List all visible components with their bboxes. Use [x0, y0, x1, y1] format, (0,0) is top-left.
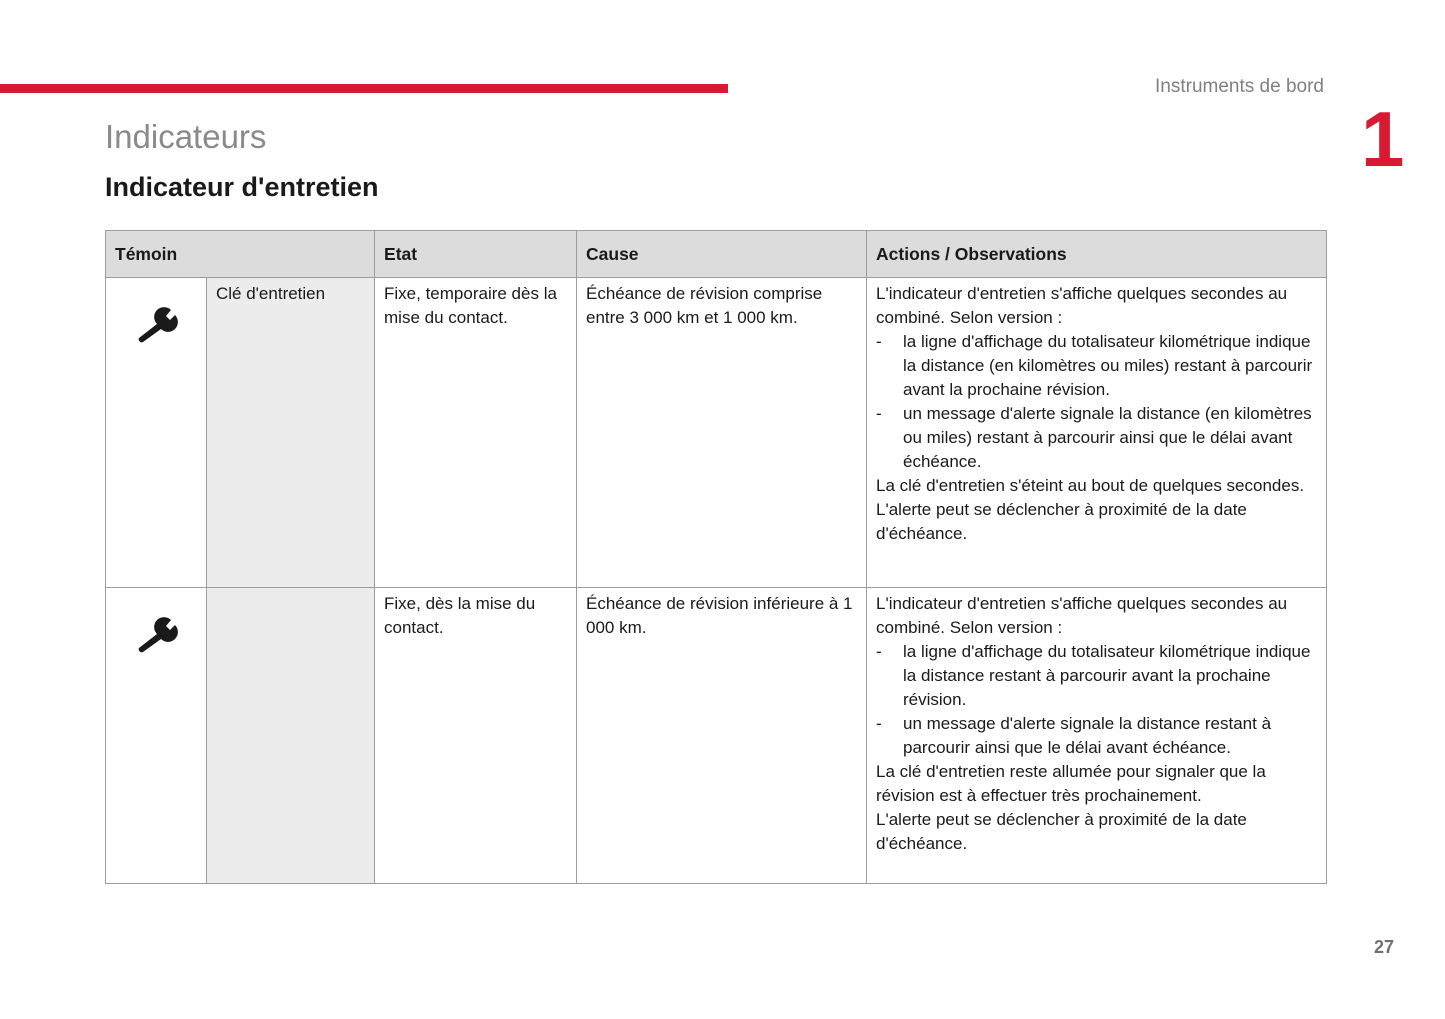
bullet-text: un message d'alerte signale la distance restant à parcourir ainsi que le délai avant échéance.: [903, 714, 1272, 757]
cause-cell: Échéance de révision comprise entre 3 000 km et 1 000 km.: [577, 278, 867, 588]
bullet-marker: -: [876, 714, 882, 733]
header-etat: Etat: [375, 231, 577, 278]
actions-note: L'alerte peut se déclencher à proximité de la date d'échéance.: [876, 810, 1247, 853]
temoin-icon-cell: [106, 588, 207, 884]
page-number: 27: [1374, 937, 1395, 957]
bullet-text: la ligne d'affichage du totalisateur kilométrique indique la distance (en kilomètres ou miles) restant à parcourir avant la prochaine révision.: [903, 332, 1313, 399]
actions-bullet: [876, 330, 1317, 402]
actions-bullet: [876, 402, 1317, 474]
header-actions: Actions / Observations: [867, 231, 1327, 278]
indicator-table: [105, 230, 1327, 884]
actions-intro: L'indicateur d'entretien s'affiche quelques secondes au combiné. Selon version :: [876, 284, 1288, 327]
actions-cell: [867, 588, 1327, 884]
actions-note: La clé d'entretien s'éteint au bout de quelques secondes.: [876, 476, 1305, 495]
actions-intro: L'indicateur d'entretien s'affiche quelques secondes au combiné. Selon version :: [876, 594, 1288, 637]
header-cause: Cause: [577, 231, 867, 278]
temoin-name: Clé d'entretien: [207, 278, 375, 588]
temoin-name: [207, 588, 375, 884]
chapter-title: Instruments de bord: [1155, 76, 1324, 97]
header-temoin: Témoin: [106, 231, 375, 278]
actions-cell: [867, 278, 1327, 588]
actions-bullet: [876, 640, 1317, 712]
table-row: [106, 278, 1327, 588]
etat-cell: Fixe, dès la mise du contact.: [375, 588, 577, 884]
table-header-row: [106, 231, 1327, 278]
bullet-marker: -: [876, 404, 882, 423]
cause-cell: Échéance de révision inférieure à 1 000 km.: [577, 588, 867, 884]
actions-note: L'alerte peut se déclencher à proximité de la date d'échéance.: [876, 500, 1247, 543]
bullet-marker: -: [876, 332, 882, 351]
wrench-icon: [133, 614, 179, 654]
actions-bullet: [876, 712, 1317, 760]
actions-note: La clé d'entretien reste allumée pour signaler que la révision est à effectuer très prochainement.: [876, 762, 1266, 805]
bullet-text: la ligne d'affichage du totalisateur kilométrique indique la distance restant à parcourir avant la prochaine révision.: [903, 642, 1311, 709]
wrench-icon: [133, 304, 179, 344]
table-row: [106, 588, 1327, 884]
bullet-text: un message d'alerte signale la distance (en kilomètres ou miles) restant à parcourir ainsi que le délai avant échéance.: [903, 404, 1312, 471]
bullet-marker: -: [876, 642, 882, 661]
header-red-bar: [0, 84, 728, 93]
section-title: Indicateurs: [105, 118, 267, 155]
etat-cell: Fixe, temporaire dès la mise du contact.: [375, 278, 577, 588]
temoin-icon-cell: [106, 278, 207, 588]
subsection-title: Indicateur d'entretien: [105, 172, 379, 202]
chapter-number: 1: [1361, 95, 1405, 183]
